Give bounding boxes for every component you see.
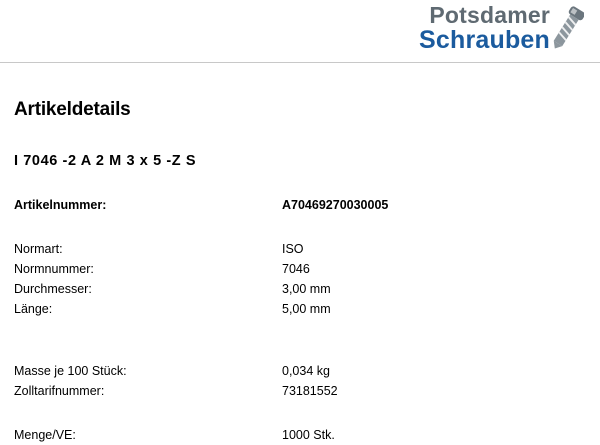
- table-row: [14, 279, 586, 299]
- table-row: [14, 259, 586, 279]
- company-logo: [419, 4, 584, 53]
- page-header: [0, 0, 600, 60]
- label-zolltarifnummer: Zolltarifnummer:: [14, 384, 105, 398]
- label-laenge: Länge:: [14, 302, 53, 316]
- header-divider: [0, 62, 600, 63]
- value-normart: ISO: [282, 242, 304, 256]
- page-content: [0, 99, 600, 445]
- table-row: [14, 299, 586, 319]
- table-row: [14, 381, 586, 401]
- spacer-row: [14, 319, 586, 361]
- label-masse-je-100-stueck: Masse je 100 Stück:: [14, 364, 127, 378]
- article-designation: I 7046 -2 A 2 M 3 x 5 -Z S: [14, 153, 197, 169]
- screw-icon: [550, 6, 584, 52]
- table-row: [14, 361, 586, 381]
- table-row: [14, 425, 586, 445]
- spacer-row: [14, 401, 586, 425]
- label-normart: Normart:: [14, 242, 63, 256]
- logo-text-primary: Potsdamer: [429, 2, 550, 28]
- value-article-number: A70469270030005: [282, 198, 389, 212]
- logo-text-secondary: Schrauben: [419, 26, 550, 54]
- spacer-row: [14, 215, 586, 239]
- label-durchmesser: Durchmesser:: [14, 282, 92, 296]
- value-laenge: 5,00 mm: [282, 302, 331, 316]
- value-normnummer: 7046: [282, 262, 310, 276]
- label-normnummer: Normnummer:: [14, 262, 94, 276]
- value-zolltarifnummer: 73181552: [282, 384, 338, 398]
- value-durchmesser: 3,00 mm: [282, 282, 331, 296]
- page-title: Artikeldetails: [14, 99, 131, 120]
- value-menge-ve: 1000 Stk.: [282, 428, 335, 442]
- article-details-table: [14, 195, 586, 445]
- label-menge-ve: Menge/VE:: [14, 428, 76, 442]
- table-row: [14, 239, 586, 259]
- label-article-number: Artikelnummer:: [14, 198, 107, 212]
- value-masse-je-100-stueck: 0,034 kg: [282, 364, 330, 378]
- table-row-article-number: [14, 195, 586, 215]
